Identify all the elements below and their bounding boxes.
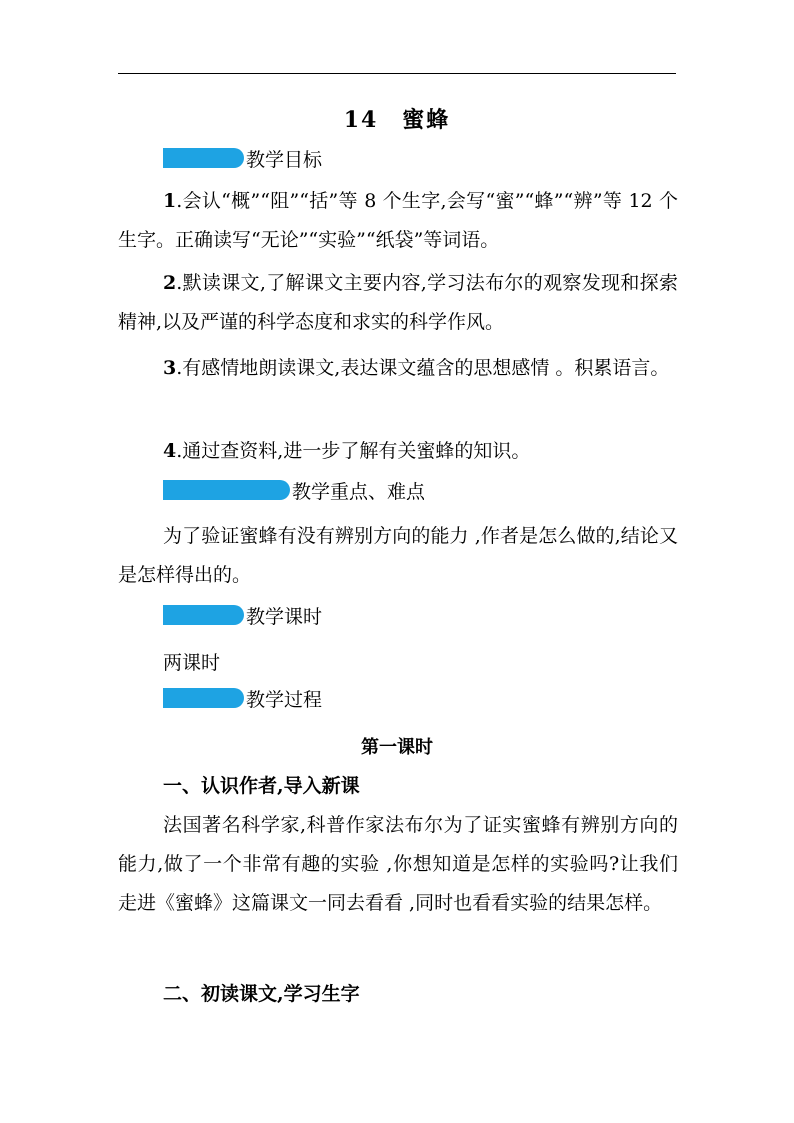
- goal-number: 4: [163, 440, 177, 462]
- part1-text: [118, 806, 678, 923]
- goal-item-1: [118, 182, 678, 260]
- goal-item-2: [118, 264, 678, 342]
- key-points-text: [118, 517, 678, 595]
- section-process: [163, 686, 322, 710]
- section-key-points: [163, 478, 425, 502]
- header-rule: [118, 73, 676, 74]
- section-badge: [163, 688, 244, 708]
- section-hours: [163, 603, 322, 627]
- part2-heading: 二、初读课文,学习生字: [163, 983, 360, 1005]
- goal-text: .有感情地朗读课文,表达课文蕴含的思想感情 。积累语言。: [176, 357, 670, 379]
- goal-text: .会认“概”“阻”“括”等 8 个生字,会写“蜜”“蜂”“辨”等 12 个生字。正确读写“无论”“实验”“纸袋”等词语。: [118, 190, 678, 251]
- section-badge: [163, 480, 290, 500]
- goal-number: 3: [163, 357, 177, 379]
- part1-heading: 一、认识作者,导入新课: [163, 775, 360, 797]
- section-label: 教学过程: [246, 688, 323, 711]
- goal-text: .默读课文,了解课文主要内容,学习法布尔的观察发现和探索精神,以及严谨的科学态度和求实的科学作风。: [118, 272, 678, 333]
- goal-number: 1: [163, 190, 177, 212]
- section-label: 教学课时: [246, 605, 323, 628]
- goal-text: .通过查资料,进一步了解有关蜜蜂的知识。: [176, 440, 531, 462]
- section-badge: [163, 148, 244, 168]
- lesson-title: 第一课时: [361, 737, 433, 758]
- key-points-body: 为了验证蜜蜂有没有辨别方向的能力 ,作者是怎么做的,结论又是怎样得出的。: [118, 525, 678, 586]
- section-badge: [163, 605, 244, 625]
- hours-text: 两课时: [163, 652, 221, 674]
- goal-item-4: [118, 432, 678, 471]
- part1-body: 法国著名科学家,科普作家法布尔为了证实蜜蜂有辨别方向的能力,做了一个非常有趣的实验 ,你想知道是怎样的实验吗?让我们走进《蜜蜂》这篇课文一同去看看 ,同时也看看实验的结果怎样。: [118, 814, 678, 914]
- section-goals: [163, 146, 322, 170]
- section-label: 教学重点、难点: [292, 480, 426, 503]
- goal-number: 2: [163, 272, 177, 294]
- page-title: 14 蜜蜂: [343, 107, 451, 133]
- section-label: 教学目标: [246, 148, 323, 171]
- goal-item-3: [118, 349, 678, 388]
